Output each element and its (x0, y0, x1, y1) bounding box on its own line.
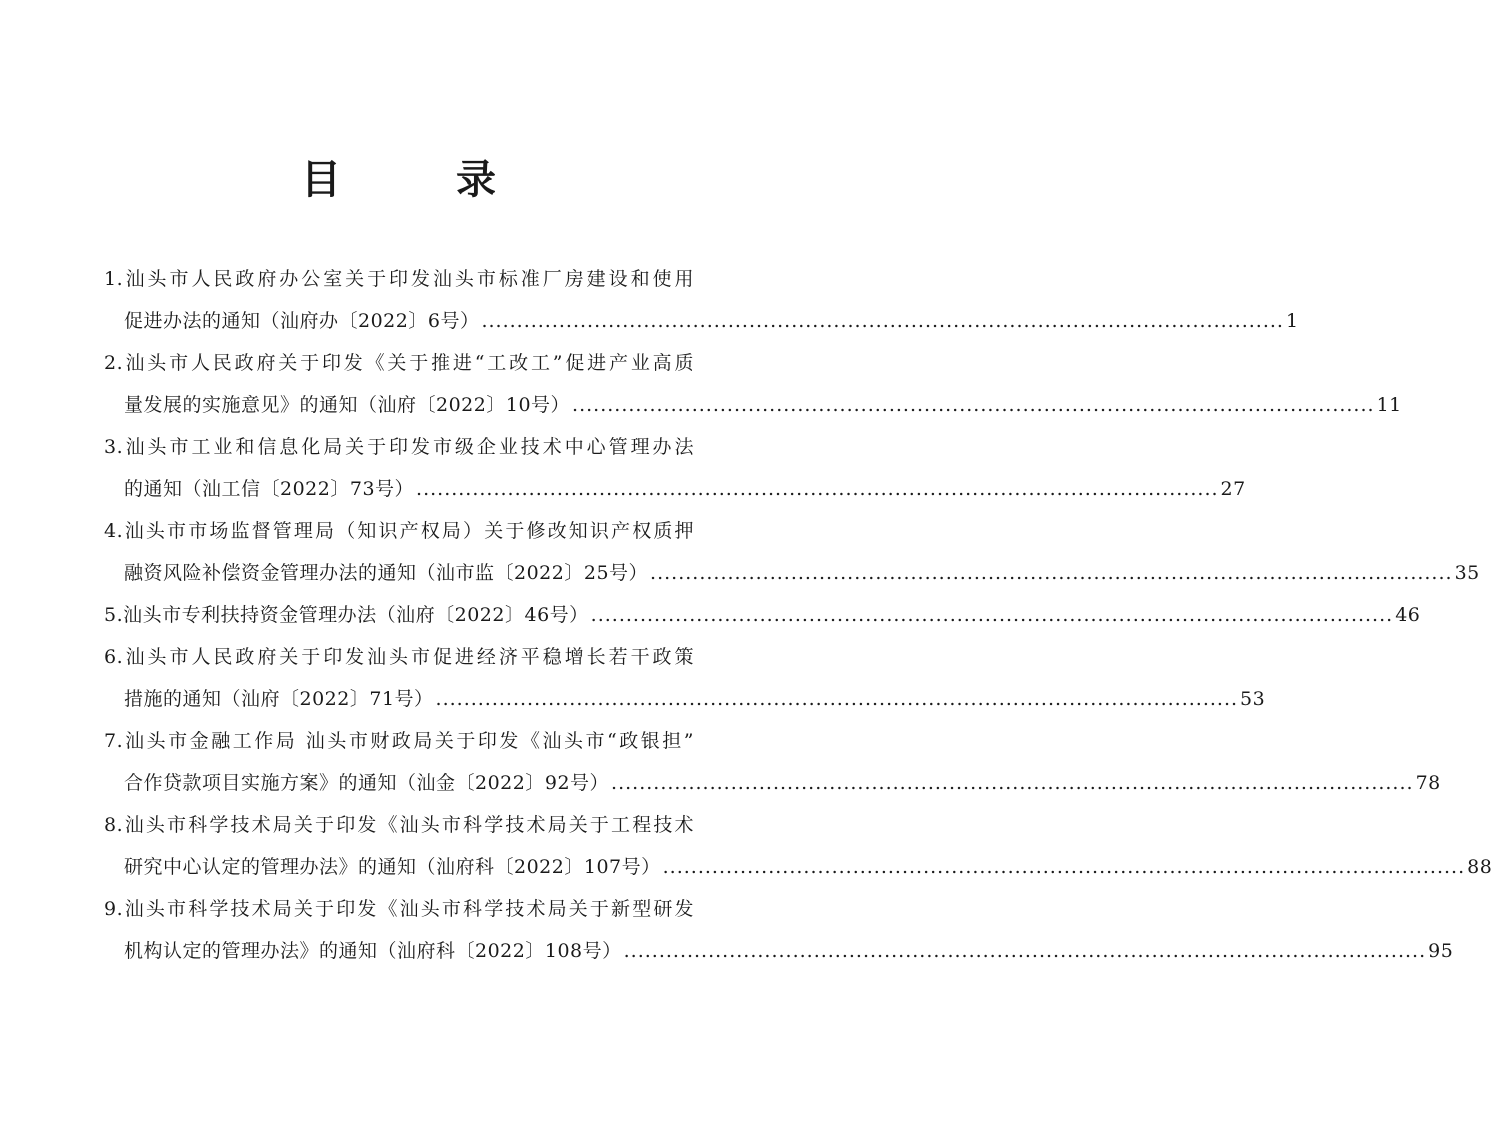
toc-page-number: 88 (1467, 856, 1492, 878)
toc-entry-2[interactable] (104, 342, 1402, 426)
title-char-2: 录 (456, 156, 496, 203)
toc-entry-8[interactable] (104, 804, 1492, 888)
toc-page-number: 11 (1376, 394, 1402, 416)
toc-page-number: 78 (1415, 772, 1441, 794)
dot-leader: .................................................................................................................. (481, 310, 1284, 332)
toc-entry-title-cont: 研究中心认定的管理办法》的通知（汕府科〔2022〕107号） (124, 856, 661, 878)
dot-leader: .................................................................................................................. (572, 394, 1375, 416)
dot-leader: .................................................................................................................. (662, 856, 1466, 878)
toc-page-number: 53 (1240, 688, 1266, 710)
dot-leader: .................................................................................................................. (416, 478, 1219, 500)
toc-entry-title: 2.汕头市人民政府关于印发《关于推进“工改工”促进产业高质 (104, 352, 694, 374)
title-char-1: 目 (301, 156, 341, 203)
toc-entry-6[interactable] (104, 636, 1266, 720)
toc-entry-title-cont: 机构认定的管理办法》的通知（汕府科〔2022〕108号） (124, 940, 622, 962)
page-title (0, 152, 793, 208)
toc-entry-title-cont: 合作贷款项目实施方案》的通知（汕金〔2022〕92号） (124, 772, 610, 794)
dot-leader: .................................................................................................................. (435, 688, 1239, 710)
toc-page-number: 35 (1454, 562, 1480, 584)
toc-entry-3[interactable] (104, 426, 1246, 510)
toc-entry-4[interactable] (104, 510, 1480, 594)
toc-entry-title-cont: 促进办法的通知（汕府办〔2022〕6号） (124, 310, 480, 332)
toc-entry-title: 4.汕头市市场监督管理局（知识产权局）关于修改知识产权质押 (104, 520, 694, 542)
toc-entry-title: 5.汕头市专利扶持资金管理办法（汕府〔2022〕46号） (104, 604, 589, 626)
toc-page-number: 95 (1428, 940, 1454, 962)
dot-leader: .................................................................................................................. (623, 940, 1427, 962)
toc-entry-title: 8.汕头市科学技术局关于印发《汕头市科学技术局关于工程技术 (104, 814, 694, 836)
toc-page-number: 1 (1285, 310, 1299, 332)
toc-entry-title-cont: 量发展的实施意见》的通知（汕府〔2022〕10号） (124, 394, 571, 416)
toc-page-number: 46 (1395, 604, 1421, 626)
table-of-contents (104, 258, 1492, 972)
dot-leader: .................................................................................................................. (590, 604, 1394, 626)
toc-entry-1[interactable] (104, 258, 1299, 342)
toc-page-number: 27 (1220, 478, 1246, 500)
toc-entry-title: 3.汕头市工业和信息化局关于印发市级企业技术中心管理办法 (104, 436, 694, 458)
toc-entry-title: 7.汕头市金融工作局 汕头市财政局关于印发《汕头市“政银担” (104, 730, 694, 752)
toc-entry-7[interactable] (104, 720, 1441, 804)
toc-entry-5[interactable] (104, 594, 1421, 636)
toc-entry-title: 1.汕头市人民政府办公室关于印发汕头市标准厂房建设和使用 (104, 268, 694, 290)
toc-entry-title-cont: 措施的通知（汕府〔2022〕71号） (124, 688, 434, 710)
dot-leader: .................................................................................................................. (650, 562, 1453, 584)
toc-entry-9[interactable] (104, 888, 1454, 972)
toc-entry-title: 6.汕头市人民政府关于印发汕头市促进经济平稳增长若干政策 (104, 646, 694, 668)
dot-leader: .................................................................................................................. (611, 772, 1414, 794)
toc-entry-title-cont: 融资风险补偿资金管理办法的通知（汕市监〔2022〕25号） (124, 562, 649, 584)
toc-entry-title: 9.汕头市科学技术局关于印发《汕头市科学技术局关于新型研发 (104, 898, 694, 920)
toc-entry-title-cont: 的通知（汕工信〔2022〕73号） (124, 478, 415, 500)
